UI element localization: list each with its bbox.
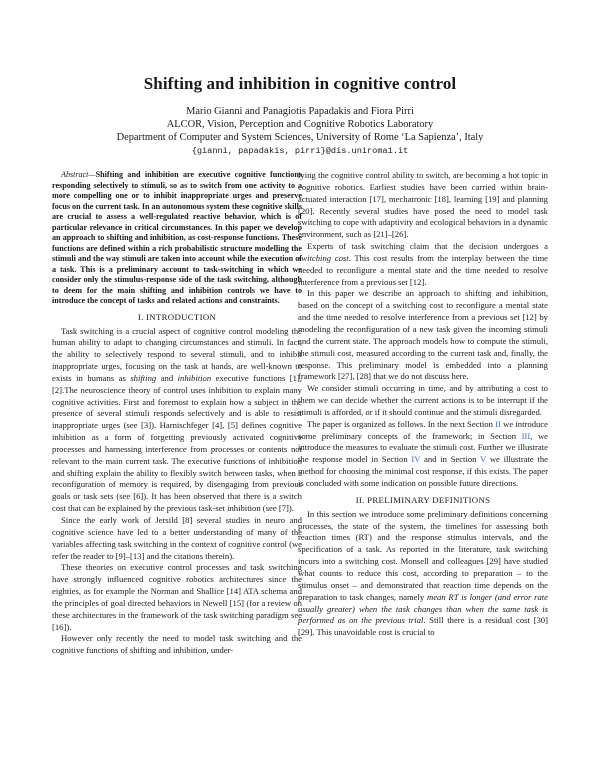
affiliation-lab: ALCOR, Vision, Perception and Cognitive Robotics Laboratory [166, 119, 434, 131]
intro-paragraph: Task switching is a crucial aspect of cognitive control modeling the human ability to adapt to changing circumstances and stimuli. In fact, the ability to selectively respond to several stimuli, and to inhibit inappropriate urges, focusing on the task at hands, are well-known to exists in humans as shifting and inhibition executive functions [1], [2].The neuroscience theory of control uses inhibition to explain many cognitive activities. First and foremost to explain how a subject in the presence of several stimuli responds selectively and is able to resist inappropriate urges (see [3]). Harnischfeger [4], [5] defines cognitive inhibition as a form of forgetting previously activated cognitive processes and harnessing interference from processes or contents not relevant to the main current task. The executive functions of inhibition and shifting explain the ability to flexibly switch between tasks, when a reconfiguration of memory is required, by disengaging from previous goals or task sets (see [6]). It has been observed that there is a switch cost that can be explained by the previous task-set inhibition (see [7]). [52, 325, 302, 514]
section-heading-preliminary-definitions: II. PRELIMINARY DEFINITIONS [355, 494, 491, 505]
quoted-finding: mean RT is longer (and error rate usually greater) when the task changes than when the same task is performed as on the previous trial [298, 591, 548, 626]
term-shifting: shifting [130, 372, 157, 383]
intro-paragraph: We consider stimuli occurring in time, and by attributing a cost to them we can decide whether the current actions is to be interrupt if the stimuli is afforded, or if it should continue and the stimuli disregarded. [298, 383, 548, 417]
section-heading-introduction: I. INTRODUCTION [137, 311, 217, 322]
term-inhibition: inhibition [177, 372, 212, 383]
term-switching-cost: switching cost [298, 252, 349, 263]
organization-paragraph: The paper is organized as follows. In the next Section II we introduce some preliminary concepts of the framework; in Section III, we introduce the measures to evaluate the stimuli cost. Further we illustrate the response model in Section IV and in Section V we illustrate the method for choosing the minimal cost response, if this exists. The paper is concluded with some indication on possible future directions. [298, 418, 549, 488]
intro-paragraph: These theories on executive control processes and task switching have strongly influenced cognitive robotics architectures since the eighties, as for example the Norman and Shallice [14] ATA schema and the principles of goal directed behaviors in Newell [15] (for a review on these architectures in the framework of the task switching paradigm see [16]). [52, 562, 302, 632]
paper-title: Shifting and inhibition in cognitive control [143, 74, 457, 93]
abstract-lead: Abstract— [61, 170, 96, 179]
intro-paragraph: lying the cognitive control ability to switch, are becoming a hot topic in cognitive robotics. Earliest studies have been carried within brain-actuated interaction [17], mechatronic [18], learning [19] and planning [20]. Recently several studies have posed the need to model task switching to cope with adaptivity and ecological behaviors in a dynamic environment, such as [21]–[26]. [298, 170, 548, 240]
abstract [52, 170, 302, 307]
abstract-text: Shifting and inhibition are executive cognitive functions responding selectively to stimuli, so as to switch from one activity to a more compelling one or to inhibit inappropriate urges and preserve focus on the current task. In an autonomous system these cognitive skills are crucial to assess a well-regulated reactive behavior, which is of particular relevance in critical circumstances. In this paper we develop an approach to shifting and inhibition, as cost-response functions. These functions are defined within a rich probabilistic structure modelling the stimuli and the way stimuli are taken into account while the execution of a task. This is a preliminary account to task-switching in which we consider only the stimulus-response side of the task switching, although to deem for the main shifting and inhibition controls we have to introduce the concept of tasks and related actions and constraints. [52, 170, 302, 305]
author-emails: {gianni, papadakis, pirri}@dis.uniroma1.it [191, 145, 409, 156]
author-names: Mario Gianni and Panagiotis Papadakis and Fiora Pirri [186, 106, 414, 117]
left-column [52, 170, 302, 657]
section-link-v[interactable]: V [480, 454, 487, 465]
preliminary-paragraph: In this section we introduce some preliminary definitions concerning processes, the state of the system, the timelines for assessing both reaction times (RT) and the response stimulus intervals, and the specification of a task. As reported in the literature, task switching incurs into a switching cost. Monsell and colleagues [29] have studied what counts to reduce this cost, according to preparation – to the stimulus onset – and demonstrated that reaction time depends on the preparation to task changes, namely mean RT is longer (and error rate usually greater) when the task changes than when the same task is performed as on the previous trial. Still there is a residual cost [30] [29]. This unavoidable cost is crucial to [298, 508, 548, 638]
intro-paragraph: Since the early work of Jersild [8] several studies in neuro and cognitive science have led to a better understanding of many of the variables affecting task switching in the context of cognitive control (we refer the reader to [9]–[13] and the citations therein). [52, 515, 302, 561]
author-block [0, 105, 600, 158]
intro-paragraph: However only recently the need to model task switching and the cognitive functions of shifting and inhibition, under- [52, 633, 302, 656]
section-link-ii[interactable]: II [495, 418, 501, 429]
intro-paragraph: In this paper we describe an approach to shifting and inhibition, based on the concept of a switching cost to reconfigure a mental state and the time needed to resolve interference from a previous set [12] by modeling the reconfiguration of a new task given the incoming stimuli and the current state. The approach models how to compute the stimuli, the stimuli cost, measured according to the current task and, finally, the response. This preliminary model is embedded into a planning framework [27], [28] that we do not discuss here. [298, 288, 548, 382]
affiliation-department: Department of Computer and System Sciences, University of Rome ‘La Sapienza’, Italy [116, 132, 484, 144]
section-link-iii[interactable]: III [521, 430, 531, 441]
section-link-iv[interactable]: IV [411, 454, 421, 465]
intro-paragraph: Experts of task switching claim that the decision undergoes a switching cost. This cost results from the interplay between the time needed to reconfigure a mental state and the time needed to resolve interference from a previous set [12]. [298, 241, 548, 287]
right-column [298, 170, 548, 639]
